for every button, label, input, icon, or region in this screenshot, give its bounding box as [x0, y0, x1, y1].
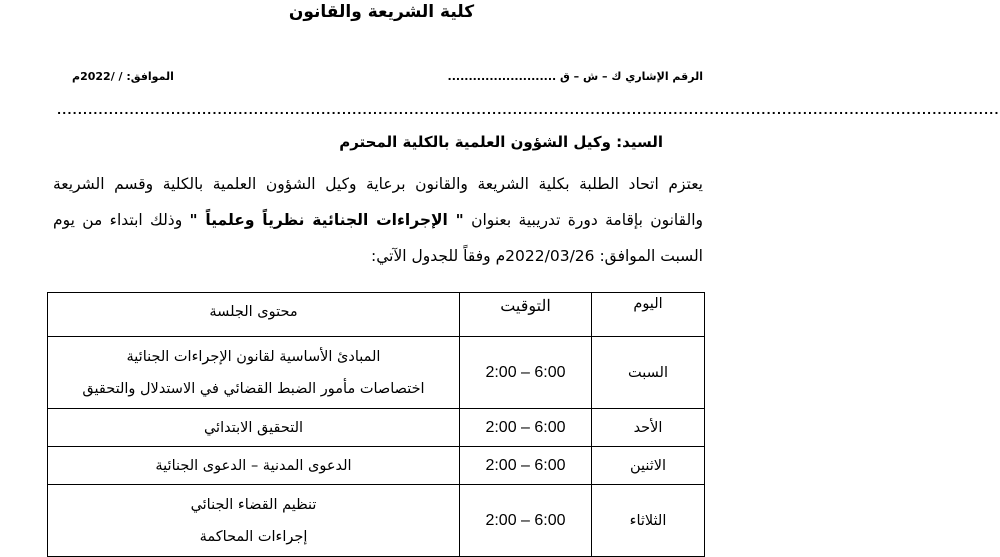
body-line-2-post: وذلك ابتداء من يوم [53, 211, 183, 229]
day-cell: الاثنين [592, 447, 705, 485]
time-cell: 2:00 – 6:00 [460, 337, 592, 409]
body-line-2 [53, 211, 703, 229]
college-name: كلية الشريعة والقانون [288, 2, 475, 22]
table-row [48, 337, 705, 409]
content-cell [48, 447, 460, 485]
body-line-2-pre: والقانون بإقامة دورة تدريبية بعنوان [471, 211, 703, 229]
dotted-separator: ...................................................................................................................................................................................... [57, 104, 1000, 117]
date-field: الموافق: / /2022م [72, 70, 174, 83]
body-line-3: السبت الموافق: 2022/03/26م وفقاً للجدول الآتي: [370, 247, 703, 265]
body-line-1: يعتزم اتحاد الطلبة بكلية الشريعة والقانون برعاية وكيل الشؤون العلمية بالكلية وقسم الشريعة [53, 175, 703, 193]
table-row [48, 447, 705, 485]
content-cell [48, 485, 460, 557]
time-cell: 2:00 – 6:00 [460, 409, 592, 447]
content-line: المبادئ الأساسية لقانون الإجراءات الجنائية [126, 348, 381, 365]
header-day: اليوم [592, 293, 705, 337]
content-cell [48, 337, 460, 409]
day-cell: السبت [592, 337, 705, 409]
day-cell: الثلاثاء [592, 485, 705, 557]
content-line: إجراءات المحاكمة [199, 528, 308, 545]
addressee: السيد: وكيل الشؤون العلمية بالكلية المحترم [339, 133, 663, 151]
course-title: " الإجراءات الجنائية نظرياً وعلمياً " [189, 211, 464, 229]
table-row [48, 485, 705, 557]
content-cell [48, 409, 460, 447]
time-cell: 2:00 – 6:00 [460, 447, 592, 485]
day-cell: الأحد [592, 409, 705, 447]
schedule-table [47, 292, 705, 557]
reference-number: الرقم الإشاري ك – ش – ق .......................... [447, 70, 703, 83]
content-line: اختصاصات مأمور الضبط القضائي في الاستدلال والتحقيق [82, 380, 425, 397]
content-line: تنظيم القضاء الجنائي [190, 496, 317, 513]
header-content: محتوى الجلسة [48, 293, 460, 337]
table-row [48, 409, 705, 447]
content-line: التحقيق الابتدائي [203, 419, 304, 436]
header-time: التوقيت [460, 293, 592, 337]
table-header-row [48, 293, 705, 337]
content-line: الدعوى المدنية – الدعوى الجنائية [155, 457, 352, 474]
time-cell: 2:00 – 6:00 [460, 485, 592, 557]
